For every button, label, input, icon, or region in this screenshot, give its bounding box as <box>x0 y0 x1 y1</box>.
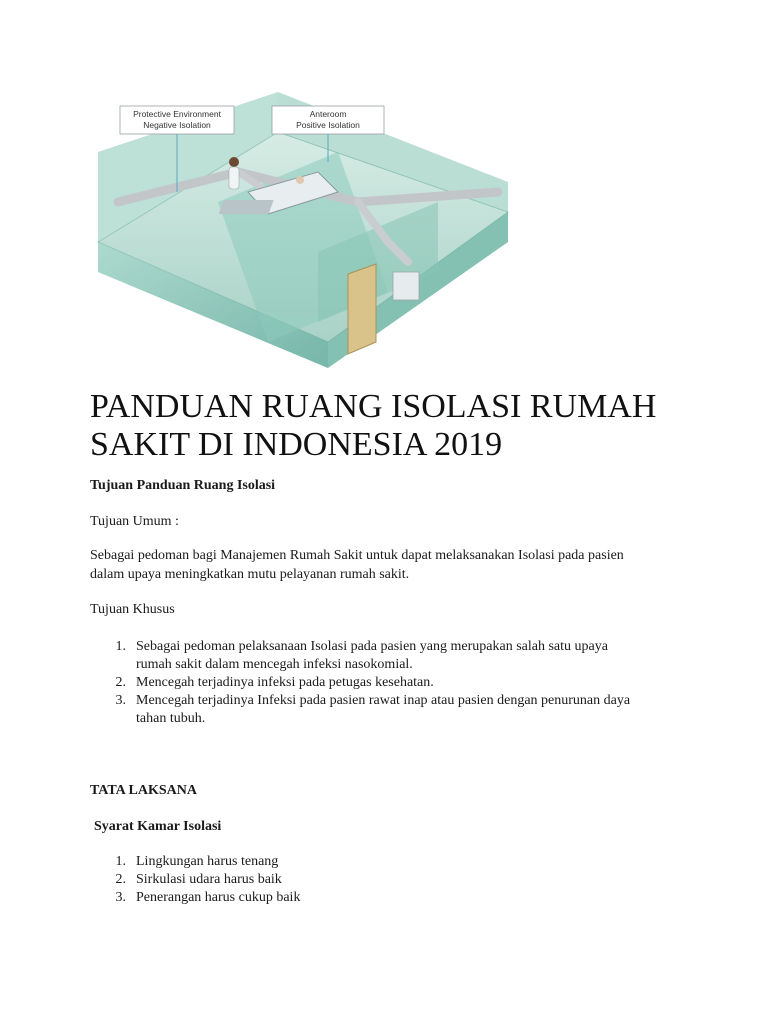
tujuan-umum-line-2: dalam upaya meningkatkan mutu pelayanan rumah sakit. <box>90 567 410 582</box>
list-item <box>90 871 690 889</box>
tujuan-umum-line-1: Sebagai pedoman bagi Manajemen Rumah Sakit untuk dapat melaksanakan Isolasi pada pasien <box>90 548 624 563</box>
bed-frame <box>219 200 274 214</box>
isolation-room-illustration <box>88 92 520 368</box>
callout-left-line2: Negative Isolation <box>143 120 211 130</box>
tujuan-khusus-list <box>90 638 690 728</box>
list-item-text: Mencegah terjadinya Infeksi pada pasien rawat inap atau pasien dengan penurunan daya tahan tubuh. <box>136 693 631 726</box>
syarat-list <box>90 853 690 907</box>
list-item-number: 1. <box>115 639 126 654</box>
tujuan-umum-paragraph <box>90 546 624 584</box>
anteroom-door <box>348 264 376 354</box>
room-cutaway-drawing <box>88 92 520 368</box>
list-item <box>90 674 690 692</box>
syarat-heading: Syarat Kamar Isolasi <box>94 819 222 834</box>
list-item <box>90 889 690 907</box>
nurse-body <box>229 167 239 189</box>
tujuan-khusus-label: Tujuan Khusus <box>90 602 175 617</box>
list-item-number: 3. <box>115 890 126 905</box>
section-heading: Tujuan Panduan Ruang Isolasi <box>90 478 276 493</box>
list-item-text: Sebagai pedoman pelaksanaan Isolasi pada pasien yang merupakan salah satu upaya rumah sakit dalam mencegah infeksi nasokomial. <box>136 639 608 672</box>
list-item-number: 2. <box>115 872 126 887</box>
list-item <box>90 853 690 871</box>
list-item-number: 1. <box>115 854 126 869</box>
callout-left-line1: Protective Environment <box>133 109 221 119</box>
list-item <box>90 638 690 674</box>
callout-right-line1: Anteroom <box>309 109 347 119</box>
page-title <box>90 388 690 464</box>
tata-laksana-heading: TATA LAKSANA <box>90 783 197 798</box>
callout-right-line2: Positive Isolation <box>296 120 360 130</box>
patient-head <box>296 176 304 184</box>
list-item-number: 3. <box>115 693 126 708</box>
list-item-number: 2. <box>115 675 126 690</box>
tujuan-umum-label: Tujuan Umum : <box>90 514 179 529</box>
nurse-head <box>229 157 239 167</box>
list-item-text: Sirkulasi udara harus baik <box>136 872 282 887</box>
sink-cabinet <box>393 272 419 300</box>
title-line-2: SAKIT DI INDONESIA 2019 <box>90 426 503 463</box>
list-item-text: Lingkungan harus tenang <box>136 854 279 869</box>
list-item-text: Penerangan harus cukup baik <box>136 890 301 905</box>
list-item <box>90 692 690 728</box>
list-item-text: Mencegah terjadinya infeksi pada petugas kesehatan. <box>136 675 434 690</box>
title-line-1: PANDUAN RUANG ISOLASI RUMAH <box>90 388 657 425</box>
